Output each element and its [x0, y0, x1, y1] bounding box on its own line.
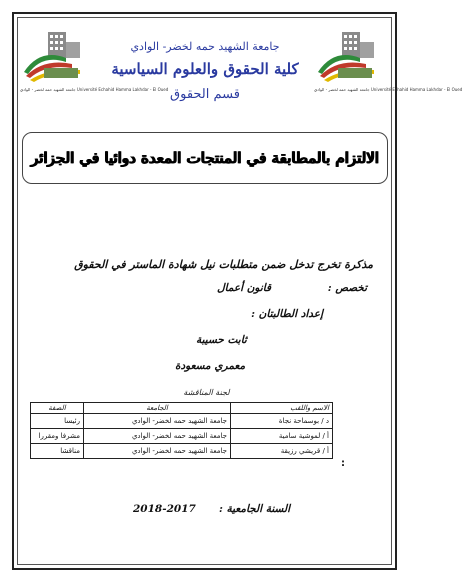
table-row: [31, 414, 333, 429]
column-header-role: الصفة: [31, 403, 84, 414]
academic-year-label: السنة الجامعية :: [218, 503, 290, 515]
thesis-title-box: [22, 132, 388, 184]
member-role: مناقشا: [31, 444, 84, 459]
logo-caption: جامعة الشهيد حمه لخضر - الوادي Université Echahid Hamma Lakhdar - El Oued: [314, 87, 462, 92]
member-role: مشرفا ومقررا: [31, 429, 84, 444]
member-university: جامعة الشهيد حمه لخضر- الوادي: [84, 414, 231, 429]
university-logo-left: [20, 28, 169, 96]
prepared-by-label: إعداد الطالبتان :: [251, 308, 323, 320]
committee-label: لجنة المناقشة: [183, 388, 230, 397]
member-name: أ / لموشية سامية: [231, 429, 333, 444]
university-logo-icon: [20, 28, 90, 88]
university-logo-right: [314, 28, 462, 96]
memo-description: مذكرة تخرج تدخل ضمن متطلبات نيل شهادة الماستر في الحقوق: [74, 258, 373, 271]
table-header-row: [31, 403, 333, 414]
academic-year-value: 2018-2017: [133, 503, 196, 515]
member-name: أ / قريشي رزيقة: [231, 444, 333, 459]
member-university: جامعة الشهيد حمه لخضر- الوادي: [84, 429, 231, 444]
department-name: قسم الحقوق: [170, 87, 240, 102]
table-row: [31, 429, 333, 444]
logo-caption: جامعة الشهيد حمه لخضر - الوادي Université Echahid Hamma Lakhdar - El Oued: [20, 87, 169, 92]
member-university: جامعة الشهيد حمه لخضر- الوادي: [84, 444, 231, 459]
student-name: معمري مسعودة: [175, 360, 246, 372]
colon-mark: :: [341, 458, 345, 469]
specialization-label: تخصص :: [327, 282, 367, 294]
committee-table: [30, 402, 333, 459]
student-name: ثابت حسيبة: [196, 334, 247, 346]
specialization-value: قانون أعمال: [216, 282, 271, 294]
university-logo-icon: [314, 28, 384, 88]
column-header-name: الاسم واللقب: [231, 403, 333, 414]
university-name: جامعة الشهيد حمه لخضر- الوادي: [130, 40, 280, 53]
faculty-name: كلية الحقوق والعلوم السياسية: [111, 60, 299, 78]
member-role: رئيسا: [31, 414, 84, 429]
thesis-title: الالتزام بالمطابقة في المنتجات المعدة دوائيا في الجزائر: [30, 149, 379, 167]
column-header-university: الجامعة: [84, 403, 231, 414]
member-name: د / بوسماحة نجاة: [231, 414, 333, 429]
table-row: [31, 444, 333, 459]
